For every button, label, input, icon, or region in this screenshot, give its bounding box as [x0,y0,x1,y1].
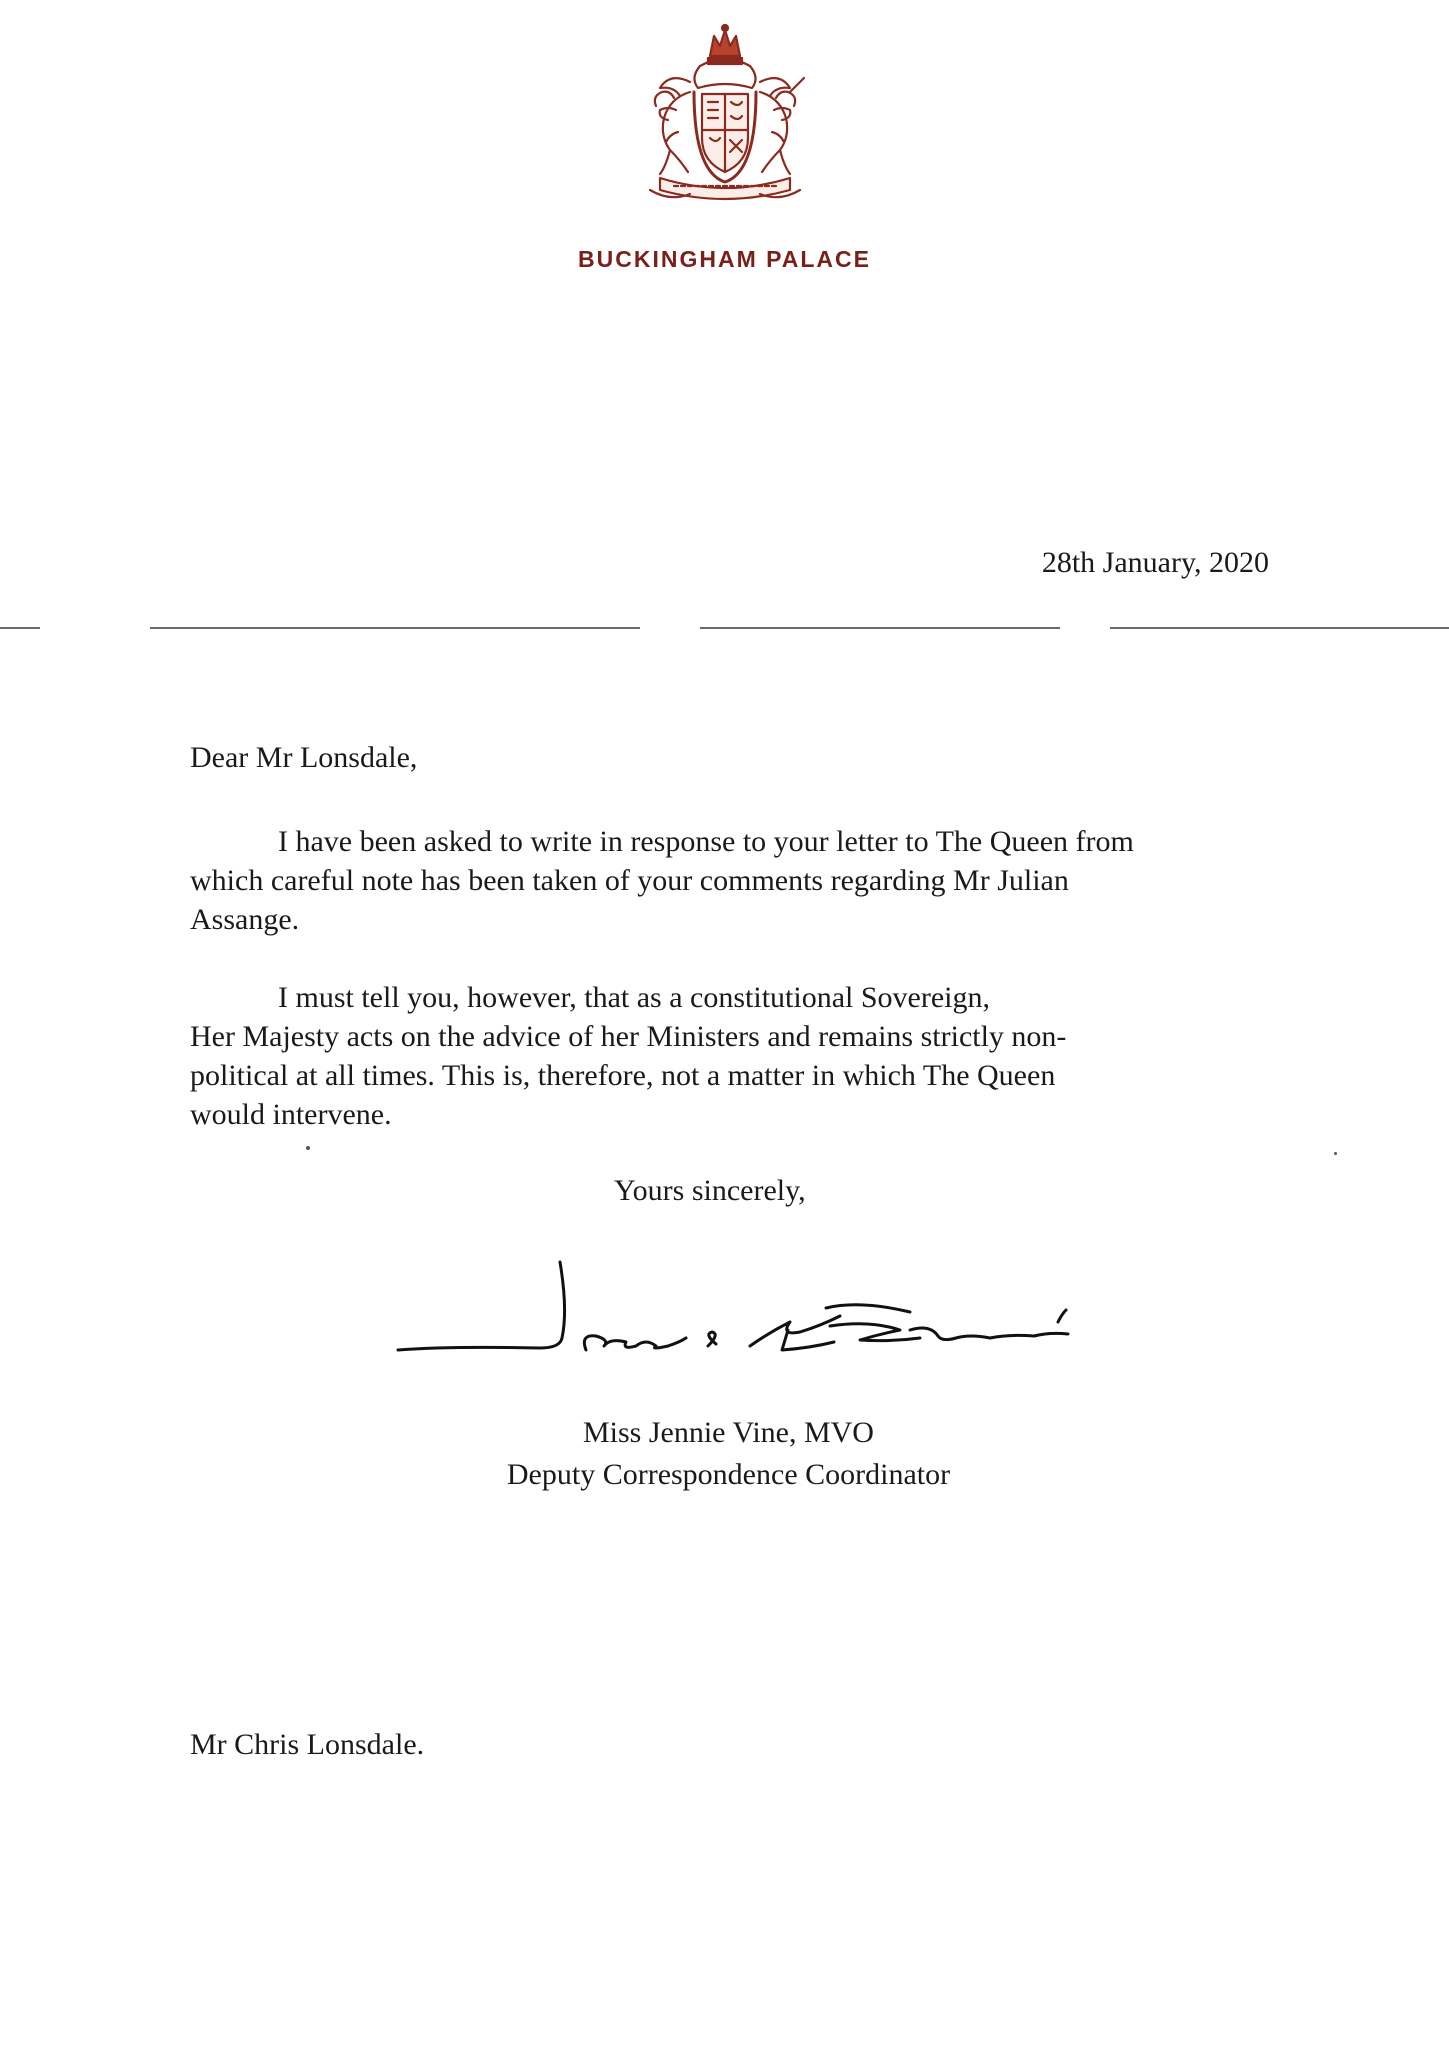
fold-line [0,626,1449,630]
paragraph-1 [190,822,1270,939]
paragraph-line: which careful note has been taken of your comments regarding Mr Julian [190,864,1069,897]
closing: Yours sincerely, [614,1174,806,1207]
handwritten-signature-icon [390,1250,1150,1380]
letterhead-title: BUCKINGHAM PALACE [578,246,871,272]
paragraph-line: I have been asked to write in response to your letter to The Queen from [278,825,1134,858]
signatory-block [0,1412,1449,1496]
signatory-name: Miss Jennie Vine, MVO [583,1416,874,1449]
signatory-title: Deputy Correspondence Coordinator [506,1458,951,1491]
paragraph-line: would intervene. [190,1098,392,1131]
paragraph-line: Her Majesty acts on the advice of her Ministers and remains strictly non- [190,1020,1067,1053]
letter-date: 28th January, 2020 [1041,546,1269,579]
royal-coat-of-arms-icon [630,22,820,210]
scan-speck [1334,1152,1337,1155]
recipient: Mr Chris Lonsdale. [190,1728,425,1761]
scan-speck [306,1146,310,1150]
paragraph-line: I must tell you, however, that as a constitutional Sovereign, [278,981,990,1014]
salutation: Dear Mr Lonsdale, [190,741,418,774]
paragraph-2 [190,978,1270,1134]
paragraph-line: Assange. [190,903,300,936]
paragraph-line: political at all times. This is, therefore, not a matter in which The Queen [190,1059,1056,1092]
